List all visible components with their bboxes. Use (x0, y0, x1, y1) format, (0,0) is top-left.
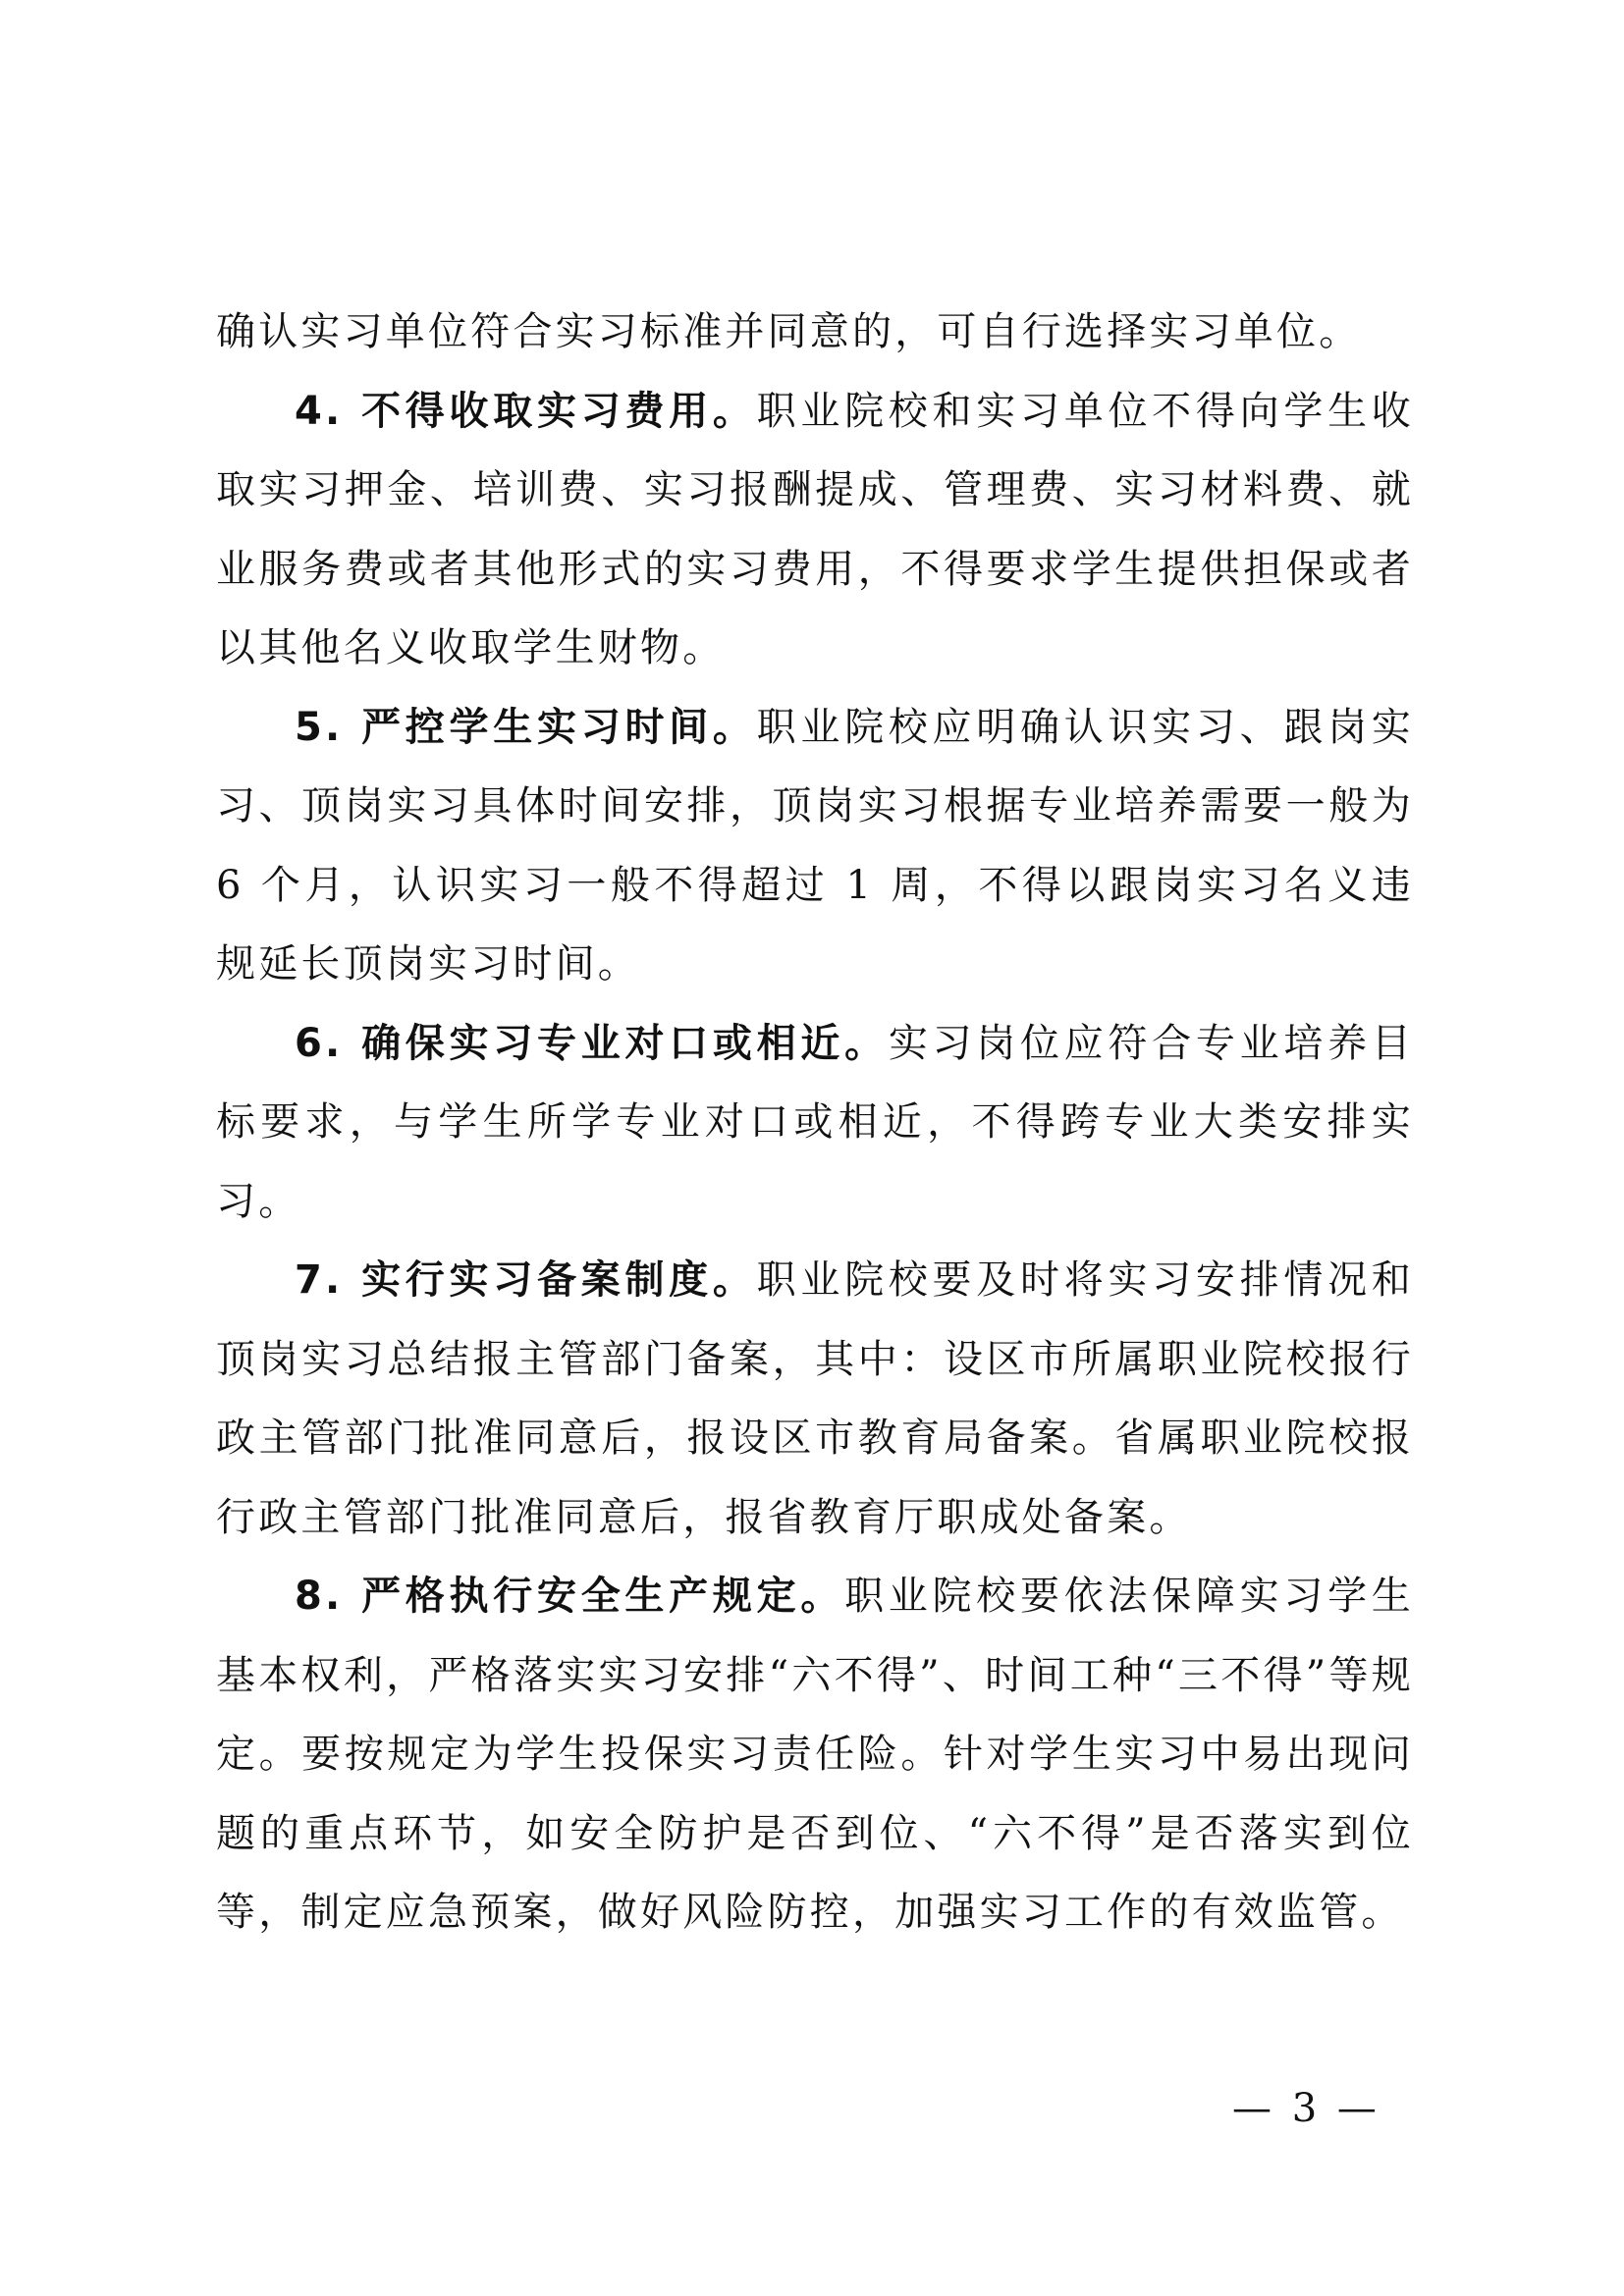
paragraph-heading: 8. 严格执行安全生产规定。 (295, 1574, 845, 1619)
page-number: — 3 — (1232, 2086, 1380, 2131)
paragraph-body: 职业院校和实习单位不得向学生收取实习押金、培训费、实习报酬提成、管理费、实习材料费、就业服务费或者其他形式的实习费用，不得要求学生提供担保或者以其他名义收取学生财物。 (216, 388, 1414, 670)
paragraph-body: 职业院校要及时将实习安排情况和顶岗实习总结报主管部门备案，其中：设区市所属职业院校报行政主管部门批准同意后，报设区市教育局备案。省属职业院校报行政主管部门批准同意后，报省教育厅职成处备案。 (216, 1257, 1414, 1540)
paragraph-item-8 (216, 1557, 1414, 1952)
paragraph-item-7 (216, 1241, 1414, 1557)
paragraph-item-5 (216, 688, 1414, 1004)
paragraph-heading: 6. 确保实习专业对口或相近。 (295, 1020, 889, 1066)
paragraph-continuation (216, 293, 1414, 372)
paragraph-heading: 4. 不得收取实习费用。 (295, 388, 757, 434)
body-text (216, 293, 1414, 1952)
paragraph-body: 实习岗位应符合专业培养目标要求，与学生所学专业对口或相近，不得跨专业大类安排实习。 (216, 1020, 1415, 1224)
paragraph-item-6 (216, 1004, 1414, 1242)
paragraph-body: 确认实习单位符合实习标准并同意的，可自行选择实习单位。 (216, 309, 1362, 354)
paragraph-body: 职业院校要依法保障实习学生基本权利，严格落实实习安排“六不得”、时间工种“三不得”等规定。要按规定为学生投保实习责任险。针对学生实习中易出现问题的重点环节，如安全防护是否到位、“六不得”是否落实到位等，制定应急预案，做好风险防控，加强实习工作的有效监管。 (216, 1574, 1414, 1935)
paragraph-item-4 (216, 372, 1414, 688)
paragraph-heading: 5. 严控学生实习时间。 (295, 704, 757, 750)
paragraph-heading: 7. 实行实习备案制度。 (295, 1257, 757, 1303)
paragraph-body: 职业院校应明确认识实习、跟岗实习、顶岗实习具体时间安排，顶岗实习根据专业培养需要一般为 6 个月，认识实习一般不得超过 1 周，不得以跟岗实习名义违规延长顶岗实习时间。 (216, 704, 1414, 987)
